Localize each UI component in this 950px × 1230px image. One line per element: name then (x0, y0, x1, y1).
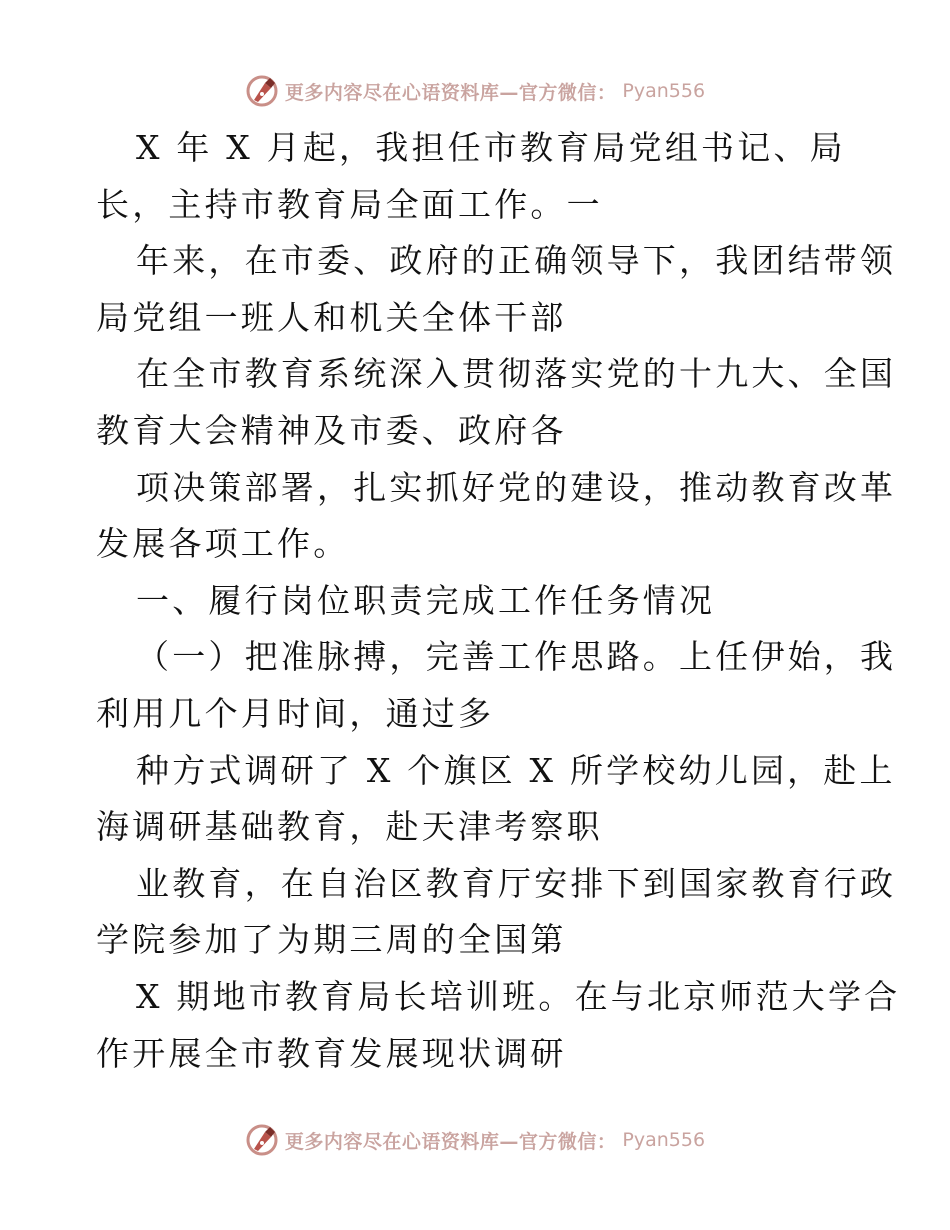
paragraph-line: 学院参加了为期三周的全国第 (96, 920, 567, 960)
watermark-banner-bottom (0, 1120, 950, 1160)
watermark-banner-top (0, 71, 950, 111)
paragraph-line: （一）把准脉搏，完善工作思路。上任伊始，我 (136, 637, 897, 677)
paragraph-line: X 年 X 月起，我担任市教育局党组书记、局 (136, 128, 846, 167)
paragraph-line: 在全市教育系统深入贯彻落实党的十九大、全国 (136, 354, 897, 394)
document-body (96, 120, 901, 1082)
watermark-text: 更多内容尽在心语资料库—官方微信： (284, 81, 617, 104)
paragraph-line: X 期地市教育局长培训班。在与北京师范大学合 (136, 976, 901, 1016)
pen-nib-logo-icon (245, 74, 279, 108)
pen-nib-logo-icon (245, 1123, 279, 1157)
paragraph-line: 业教育，在自治区教育厅安排下到国家教育行政 (136, 863, 897, 903)
paragraph-line: 利用几个月时间，通过多 (96, 693, 495, 733)
paragraph-line: 局党组一班人和机关全体干部 (96, 297, 567, 337)
paragraph-line: 作开展全市教育发展现状调研 (96, 1033, 567, 1073)
paragraph-line: 发展各项工作。 (96, 524, 350, 564)
paragraph-line: 种方式调研了 X 个旗区 X 所学校幼儿园，赴上 (136, 750, 896, 790)
paragraph-line: 教育大会精神及市委、政府各 (96, 410, 567, 450)
paragraph-line: 年来，在市委、政府的正确领导下，我团结带领 (136, 241, 897, 281)
paragraph-line: 海调研基础教育，赴天津考察职 (96, 807, 603, 847)
watermark-wechat-id: Pyan556 (622, 1129, 706, 1151)
watermark-wechat-id: Pyan556 (622, 80, 706, 102)
watermark-text: 更多内容尽在心语资料库—官方微信： (284, 1130, 617, 1153)
paragraph-line: 长，主持市教育局全面工作。一 (96, 184, 603, 224)
paragraph-line: 项决策部署，扎实抓好党的建设，推动教育改革 (136, 467, 897, 507)
section-heading: 一、履行岗位职责完成工作任务情况 (136, 580, 716, 620)
